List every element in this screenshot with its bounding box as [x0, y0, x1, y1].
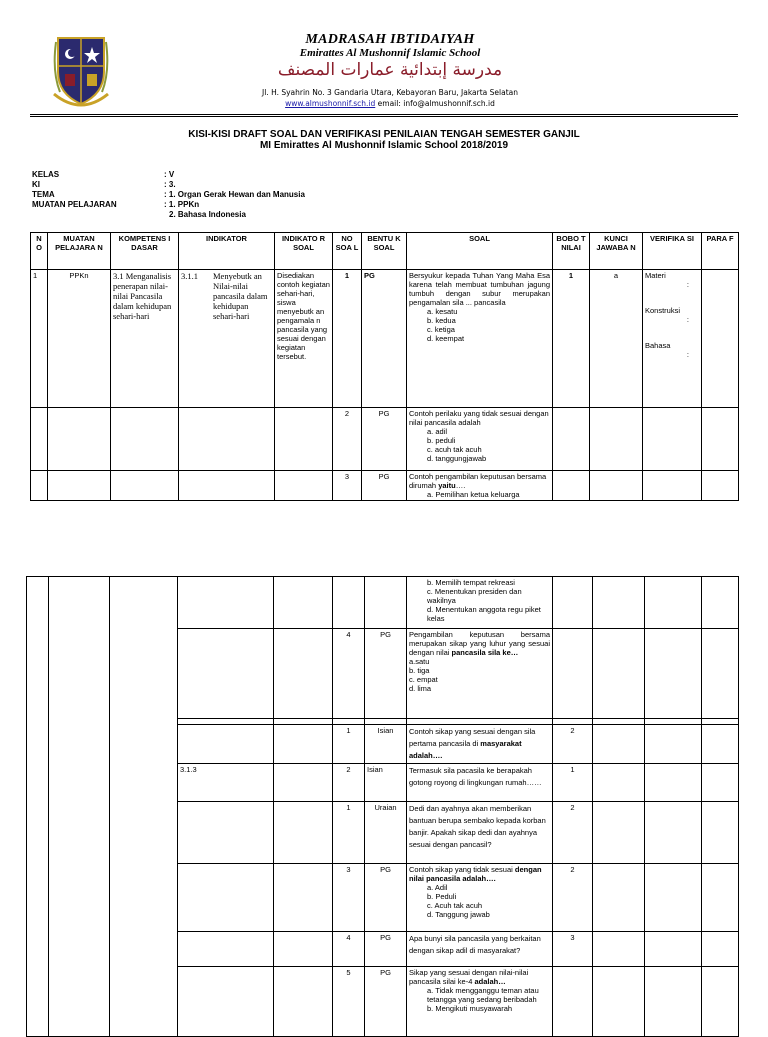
- option-item: c. empat: [409, 675, 438, 684]
- muatan-label: MUATAN PELAJARAN: [32, 200, 117, 209]
- kisi-table-page1: [30, 232, 739, 501]
- row-soal: [407, 270, 553, 408]
- header-kunci: KUNCI JAWABA N: [590, 233, 643, 270]
- row-no-soal: 3: [333, 471, 362, 501]
- header-indikator: INDIKATOR: [179, 233, 275, 270]
- kelas-label: KELAS: [32, 170, 60, 179]
- row-soal: [407, 629, 553, 719]
- school-name-arabic: مدرسة إبتدائية عمارات المصنف: [277, 60, 503, 80]
- option-item: c. acuh tak acuh: [427, 445, 482, 454]
- indikator-number: 3.1.1: [181, 271, 198, 281]
- ki-value: : 3.: [164, 180, 176, 189]
- row-bobot: 2: [553, 864, 593, 932]
- row-kunci: a: [590, 270, 643, 408]
- row-bentuk: PG: [365, 932, 407, 967]
- ver-materi: Materi: [645, 271, 666, 280]
- ver-colon: :: [686, 280, 689, 289]
- option-item: a. Adil: [427, 883, 448, 892]
- header-kompetensi: KOMPETENS I DASAR: [111, 233, 179, 270]
- soal-bold: pancasila sila ke…: [451, 648, 519, 657]
- contact-line: [150, 99, 630, 108]
- row-soal: [407, 577, 553, 629]
- meta-labels: [32, 170, 117, 210]
- row-no-soal: 5: [333, 967, 365, 1037]
- option-item: b. peduli: [427, 436, 456, 445]
- row-no: 1: [31, 270, 48, 408]
- row-soal: Dedi dan ayahnya akan memberikan bantuan berupa sembako kepada korban banjir. Apakah sikap dedi dan ayahnya sesuai dengan pancasil?: [407, 802, 553, 864]
- row-no-soal: 2: [333, 408, 362, 471]
- option-item: a. kesatu: [427, 307, 458, 316]
- header-verifikasi: VERIFIKA SI: [643, 233, 702, 270]
- row-soal: [407, 864, 553, 932]
- table-row: [31, 471, 739, 501]
- row-indikator: [179, 270, 275, 408]
- row-no-soal: 1: [333, 802, 365, 864]
- option-item: a. Tidak mengganggu teman atau tetangga yang sedang beribadah: [427, 986, 539, 1004]
- row-bentuk: Isian: [365, 725, 407, 764]
- row-no-soal: 2: [333, 764, 365, 802]
- row-soal: Termasuk sila pacasila ke berapakah gotong royong di lingkungan rumah……: [407, 764, 553, 802]
- school-logo: [52, 32, 110, 114]
- row-soal: [407, 967, 553, 1037]
- email-text: email: info@almushonnif.sch.id: [377, 99, 495, 108]
- option-item: b. tiga: [409, 666, 430, 675]
- soal-part: Pengambilan keputusan bersama merupakan sikap yang luhur yang sesuai dengan nilai: [409, 630, 550, 657]
- row-indikator-soal: Disediakan contoh kegiatan sehari-hari, siswa menyebutk an pengamala n pancasila yang sesuai dengan kegiatan tersebut.: [275, 270, 333, 408]
- row-muatan: PPKn: [48, 270, 111, 408]
- soal-part: ….: [455, 481, 466, 490]
- option-item: c. Menentukan presiden dan wakilnya: [427, 587, 522, 605]
- row-bobot: 1: [553, 764, 593, 802]
- option-item: b. Mengikuti musyawarah: [427, 1004, 513, 1013]
- header-rule-2: [30, 116, 738, 117]
- row-kompetensi: 3.1 Menganalisis penerapan nilai-nilai Pancasila dalam kehidupan sehari-hari: [111, 270, 179, 408]
- row-no-soal: 1: [333, 270, 362, 408]
- option-item: a. Pemilihan ketua keluarga: [427, 490, 520, 499]
- row-bentuk: PG: [362, 408, 407, 471]
- soal-text: Bersyukur kepada Tuhan Yang Maha Esa karena telah membuat tumbuhan jagung tumbuh dengan subur merupakan pengamalan sila ... pancasila: [409, 271, 550, 307]
- meta-values: [164, 170, 305, 220]
- row-bentuk: PG: [365, 629, 407, 719]
- table-row: [31, 270, 739, 408]
- row-bobot: 3: [553, 932, 593, 967]
- soal-bold: yaitu: [438, 481, 456, 490]
- ver-konstruksi: Konstruksi: [645, 306, 681, 315]
- table-row: [27, 577, 739, 629]
- website-link[interactable]: www.almushonnif.sch.id: [285, 99, 376, 108]
- soal-part: Contoh sikap yang sesuai dengan sila pertama pancasila di: [409, 727, 536, 748]
- row-paraf: [702, 270, 739, 408]
- tema-label: TEMA: [32, 190, 55, 199]
- row-soal: [407, 725, 553, 764]
- kelas-value: : V: [164, 170, 175, 179]
- option-item: c. ketiga: [427, 325, 455, 334]
- muatan-value-2: 2. Bahasa Indonesia: [169, 210, 246, 219]
- soal-text: [409, 968, 550, 986]
- soal-bold: dengan nilai pancasila adalah….: [409, 865, 542, 883]
- row-bentuk: Uraian: [365, 802, 407, 864]
- row-bentuk: PG: [362, 270, 407, 408]
- indikator-text: Menyebutk an Nilai-nilai pancasila dalam kehidupan sehari-hari: [213, 271, 268, 321]
- soal-bold: adalah…: [474, 977, 506, 986]
- row-soal: Apa bunyi sila pancasila yang berkaitan dengan sikap adil di masyarakat?: [407, 932, 553, 967]
- ver-bahasa: Bahasa: [645, 341, 671, 350]
- soal-text: [409, 865, 550, 883]
- header-bobot: BOBO T NILAI: [553, 233, 590, 270]
- row-no-soal: 3: [333, 864, 365, 932]
- doc-subtitle: MI Emirattes Al Mushonnif Islamic School 2018/2019: [259, 140, 509, 151]
- header-paraf: PARA F: [702, 233, 739, 270]
- table-header-row: [31, 233, 739, 270]
- doc-title: KISI-KISI DRAFT SOAL DAN VERIFIKASI PENILAIAN TENGAH SEMESTER GANJIL: [188, 129, 580, 140]
- option-item: b. kedua: [427, 316, 456, 325]
- kisi-table-page2: [26, 576, 739, 1037]
- option-item: d. lima: [409, 684, 432, 693]
- header-no-soal: NO SOA L: [333, 233, 362, 270]
- header-no: N O: [31, 233, 48, 270]
- row-no-soal: 1: [333, 725, 365, 764]
- header-soal: SOAL: [407, 233, 553, 270]
- soal-bold: masyarakat adalah….: [409, 739, 522, 760]
- soal-part: Contoh sikap yang tidak sesuai: [409, 865, 515, 874]
- option-item: d. Tanggung jawab: [427, 910, 490, 919]
- row-bentuk: Isian: [365, 764, 407, 802]
- row-no-soal: 4: [333, 932, 365, 967]
- option-item: b. Peduli: [427, 892, 457, 901]
- soal-text: [409, 472, 550, 490]
- table-row: [31, 408, 739, 471]
- header-muatan: MUATAN PELAJARA N: [48, 233, 111, 270]
- option-item: a. adil: [427, 427, 448, 436]
- option-item: d. tanggungjawab: [427, 454, 487, 463]
- header-rule: [30, 114, 738, 115]
- school-address: Jl. H. Syahrin No. 3 Gandaria Utara, Kebayoran Baru, Jakarta Selatan: [262, 88, 518, 97]
- row-indikator: 3.1.3: [178, 764, 274, 802]
- header-bentuk: BENTU K SOAL: [362, 233, 407, 270]
- row-bentuk: PG: [362, 471, 407, 501]
- tema-value: : 1. Organ Gerak Hewan dan Manusia: [164, 190, 305, 199]
- option-item: a.satu: [409, 657, 430, 666]
- ver-colon: :: [686, 315, 689, 324]
- soal-text: Contoh perilaku yang tidak sesuai dengan nilai pancasila adalah: [409, 409, 549, 427]
- header-indikator-soal: INDIKATO R SOAL: [275, 233, 333, 270]
- school-name-line2: Emirattes Al Mushonnif Islamic School: [299, 47, 481, 59]
- option-item: d. keempat: [427, 334, 465, 343]
- row-verifikasi: [643, 270, 702, 408]
- row-no-soal: 4: [333, 629, 365, 719]
- row-bobot: 1: [553, 270, 590, 408]
- option-item: d. Menentukan anggota regu piket kelas: [427, 605, 541, 623]
- soal-part: Sikap yang sesuai dengan nilai-nilai pancasila silai ke-4: [409, 968, 529, 986]
- soal-part: Contoh pengambilan keputusan bersama dirumah: [409, 472, 547, 490]
- row-soal: [407, 471, 553, 501]
- row-soal: [407, 408, 553, 471]
- option-item: c. Acuh tak acuh: [427, 901, 483, 910]
- ki-label: KI: [32, 180, 40, 189]
- row-bobot: 2: [553, 725, 593, 764]
- school-name-line1: MADRASAH IBTIDAIYAH: [305, 32, 475, 47]
- ver-colon: :: [686, 350, 689, 359]
- soal-text: [409, 630, 550, 657]
- row-bentuk: PG: [365, 967, 407, 1037]
- row-bobot: 2: [553, 802, 593, 864]
- row-bentuk: PG: [365, 864, 407, 932]
- muatan-value-1: : 1. PPKn: [164, 200, 200, 209]
- option-item: b. Memilih tempat rekreasi: [427, 578, 515, 587]
